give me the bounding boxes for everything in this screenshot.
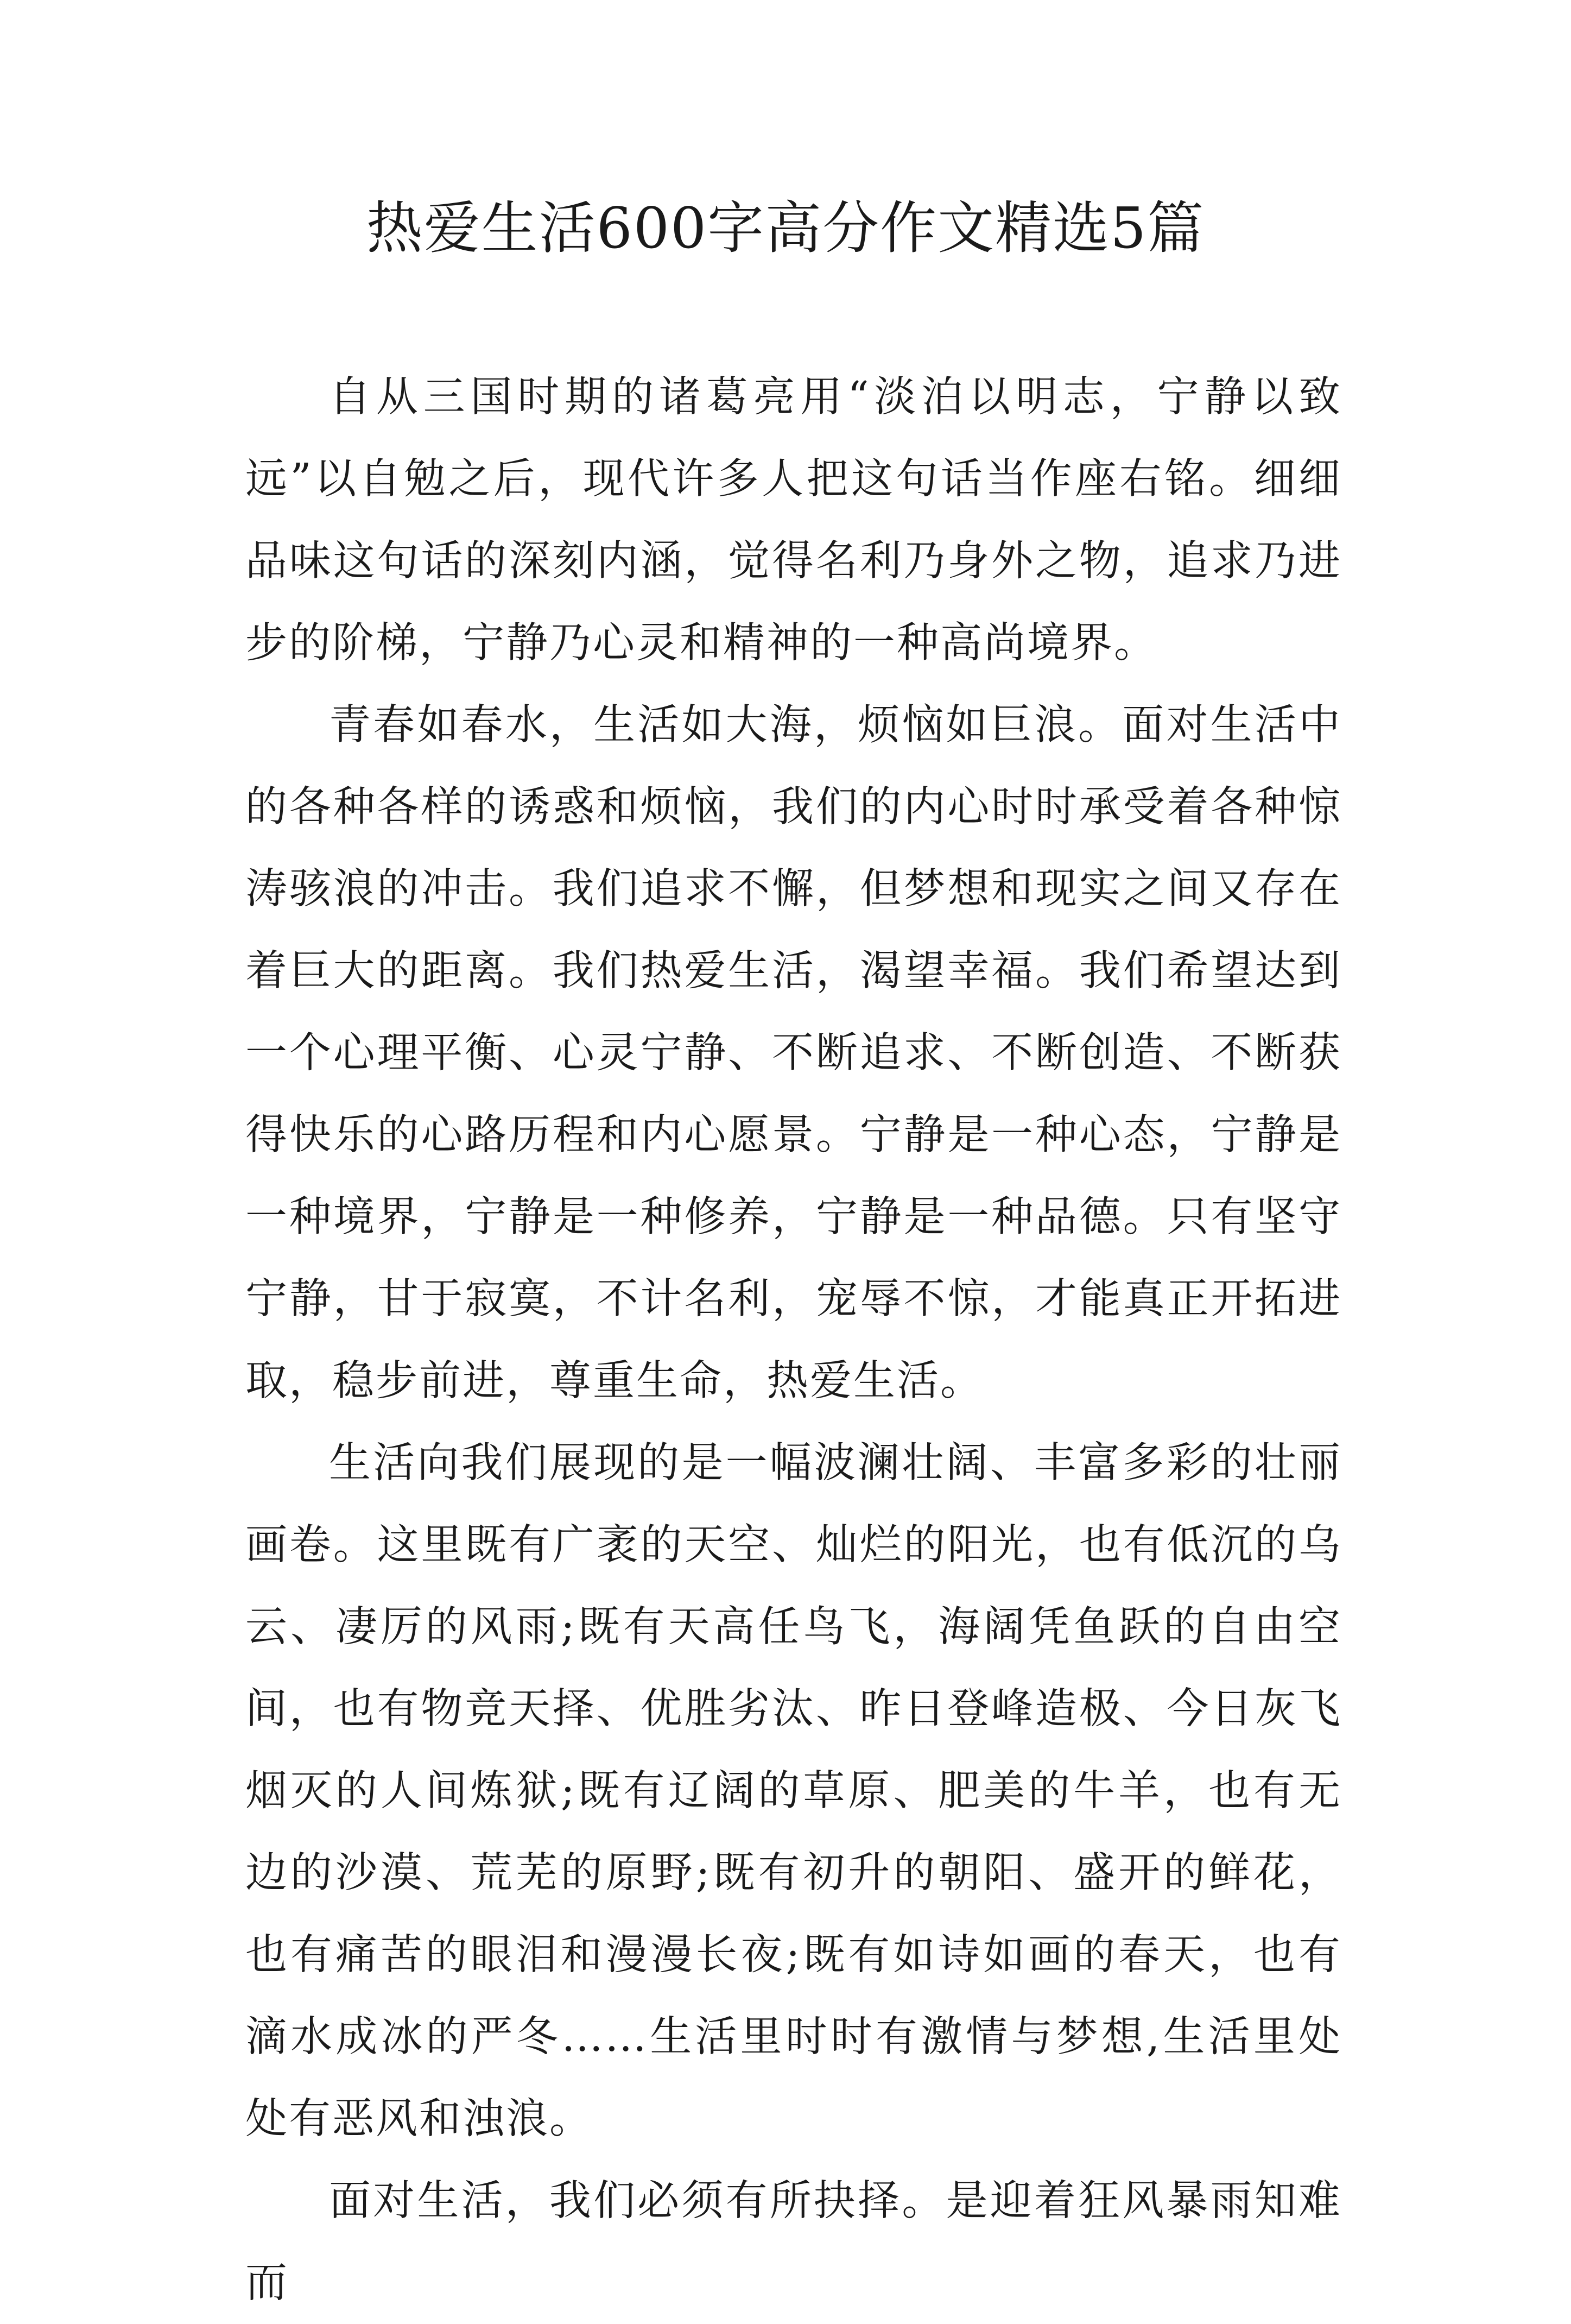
document-body: [245, 356, 1342, 2324]
paragraph-3: 生活向我们展现的是一幅波澜壮阔、丰富多彩的壮丽画卷。这里既有广袤的天空、灿烂的阳光，也有低沉的乌云、凄厉的风雨;既有天高任鸟飞，海阔凭鱼跃的自由空间，也有物竞天择、优胜劣汰、昨日登峰造极、今日灰飞烟灭的人间炼狱;既有辽阔的草原、肥美的牛羊，也有无边的沙漠、荒芜的原野;既有初升的朝阳、盛开的鲜花，也有痛苦的眼泪和漫漫长夜;既有如诗如画的春天，也有滴水成冰的严冬……生活里时时有激情与梦想,生活里处处有恶风和浊浪。: [245, 1439, 1342, 2143]
paragraph-2: 青春如春水，生活如大海，烦恼如巨浪。面对生活中的各种各样的诱惑和烦恼，我们的内心时时承受着各种惊涛骇浪的冲击。我们追求不懈，但梦想和现实之间又存在着巨大的距离。我们热爱生活，渴望幸福。我们希望达到一个心理平衡、心灵宁静、不断追求、不断创造、不断获得快乐的心路历程和内心愿景。宁静是一种心态，宁静是一种境界，宁静是一种修养，宁静是一种品德。只有坚守宁静，甘于寂寞，不计名利，宠辱不惊，才能真正开拓进取，稳步前进，尊重生命，热爱生活。: [245, 701, 1342, 1405]
paragraph-4: 面对生活，我们必须有所抉择。是迎着狂风暴雨知难而: [245, 2177, 1342, 2307]
paragraph-1: 自从三国时期的诸葛亮用“淡泊以明志，宁静以致远”以自勉之后，现代许多人把这句话当作座右铭。细细品味这句话的深刻内涵，觉得名利乃身外之物，追求乃进步的阶梯，宁静乃心灵和精神的一种高尚境界。: [245, 373, 1342, 667]
document-title: 热爱生活600字高分作文精选5篇: [366, 195, 1205, 261]
